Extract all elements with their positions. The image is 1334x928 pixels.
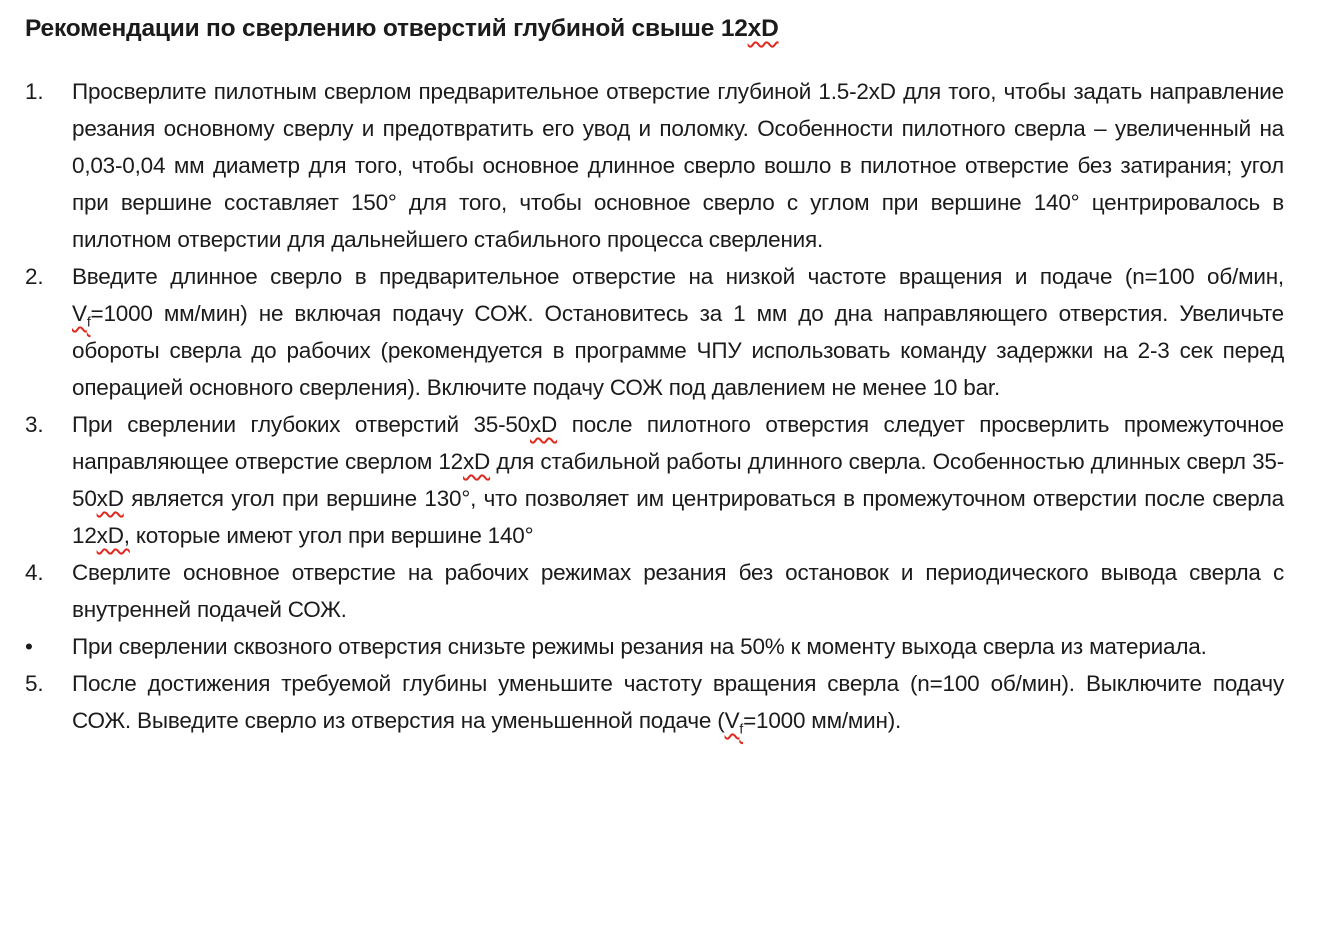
list-item-marker: 4.	[25, 560, 44, 585]
recommendation-list	[25, 73, 1284, 739]
list-item	[25, 554, 1284, 628]
document-title	[25, 12, 1284, 46]
list-item-marker: 5.	[25, 671, 44, 696]
list-item-marker: •	[25, 634, 33, 659]
misspelled-text-segment: V	[72, 301, 87, 326]
text-segment: Введите длинное сверло в предварительное отверстие на низкой частоте вращения и подаче (n=100 об/мин,	[72, 264, 1284, 289]
text-segment: После достижения требуемой глубины уменьшите частоту вращения сверла (n=100 об/мин). Выключите подачу СОЖ. Выведите сверло из отверстия на уменьшенной подаче (	[72, 671, 1284, 733]
misspelled-text-segment: V	[724, 708, 740, 733]
list-item-text	[72, 628, 1284, 665]
list-item	[25, 258, 1284, 406]
misspelled-text-segment: xD	[747, 15, 779, 42]
list-item-marker: 2.	[25, 264, 44, 289]
text-segment: Сверлите основное отверстие на рабочих режимах резания без остановок и периодического вывода сверла с внутренней подачей СОЖ.	[72, 560, 1284, 622]
text-segment: При сверлении сквозного отверстия снизьте режимы резания на 50% к моменту выхода сверла из материала.	[72, 634, 1207, 659]
list-item-text	[72, 406, 1284, 554]
misspelled-text-segment: xD	[96, 486, 124, 511]
text-segment: При сверлении глубоких отверстий 35-50	[72, 412, 530, 437]
misspelled-text-segment: xD	[463, 449, 491, 474]
text-segment: Просверлите пилотным сверлом предварительное отверстие глубиной 1.5-2xD для того, чтобы задать направление резания основному сверлу и предотвратить его увод и поломку. Особенности пилотного сверла – увеличенный на 0,03-0,04 мм диаметр для того, чтобы основное длинное сверло вошло в пилотное отверстие без затирания; угол при вершине составляет 150° для того, чтобы основное сверло с углом при вершине 140° центрировалось в пилотном отверстии для дальнейшего стабильного процесса сверления.	[72, 79, 1284, 252]
list-item	[25, 406, 1284, 554]
list-item-text	[72, 73, 1284, 258]
misspelled-text-segment: xD	[530, 412, 558, 437]
list-item-text	[72, 258, 1284, 406]
text-segment: Рекомендации по сверлению отверстий глубиной свыше 12	[25, 15, 748, 42]
text-segment: после пилотного отверстия следует просверлить промежуточное направляющее отверстие сверлом 12	[72, 412, 1284, 474]
list-item	[25, 665, 1284, 739]
list-item-marker: 1.	[25, 79, 44, 104]
text-segment: =1000 мм/мин) не включая подачу СОЖ. Остановитесь за 1 мм до дна направляющего отверстия. Увеличьте обороты сверла до рабочих (рекомендуется в программе ЧПУ использовать команду задержки на 2-3 сек перед операцией основного сверления). Включите подачу СОЖ под давлением не менее 10 bar.	[72, 301, 1284, 400]
list-item	[25, 628, 1284, 665]
text-segment: которые имеют угол при вершине 140°	[129, 523, 534, 548]
list-item-marker: 3.	[25, 412, 44, 437]
misspelled-text-segment: f	[86, 313, 91, 330]
misspelled-text-segment: xD,	[96, 523, 130, 548]
list-item-text	[72, 554, 1284, 628]
list-item	[25, 73, 1284, 258]
misspelled-text-segment: f	[739, 720, 744, 737]
list-item-text	[72, 665, 1284, 739]
text-segment: для стабильной работы длинного сверла. Особенностью длинных сверл 35-50	[72, 449, 1284, 511]
text-segment: является угол при вершине 130°, что позволяет им центрироваться в промежуточном отверстии после сверла 12	[72, 486, 1284, 548]
text-segment: =1000 мм/мин).	[743, 708, 902, 733]
